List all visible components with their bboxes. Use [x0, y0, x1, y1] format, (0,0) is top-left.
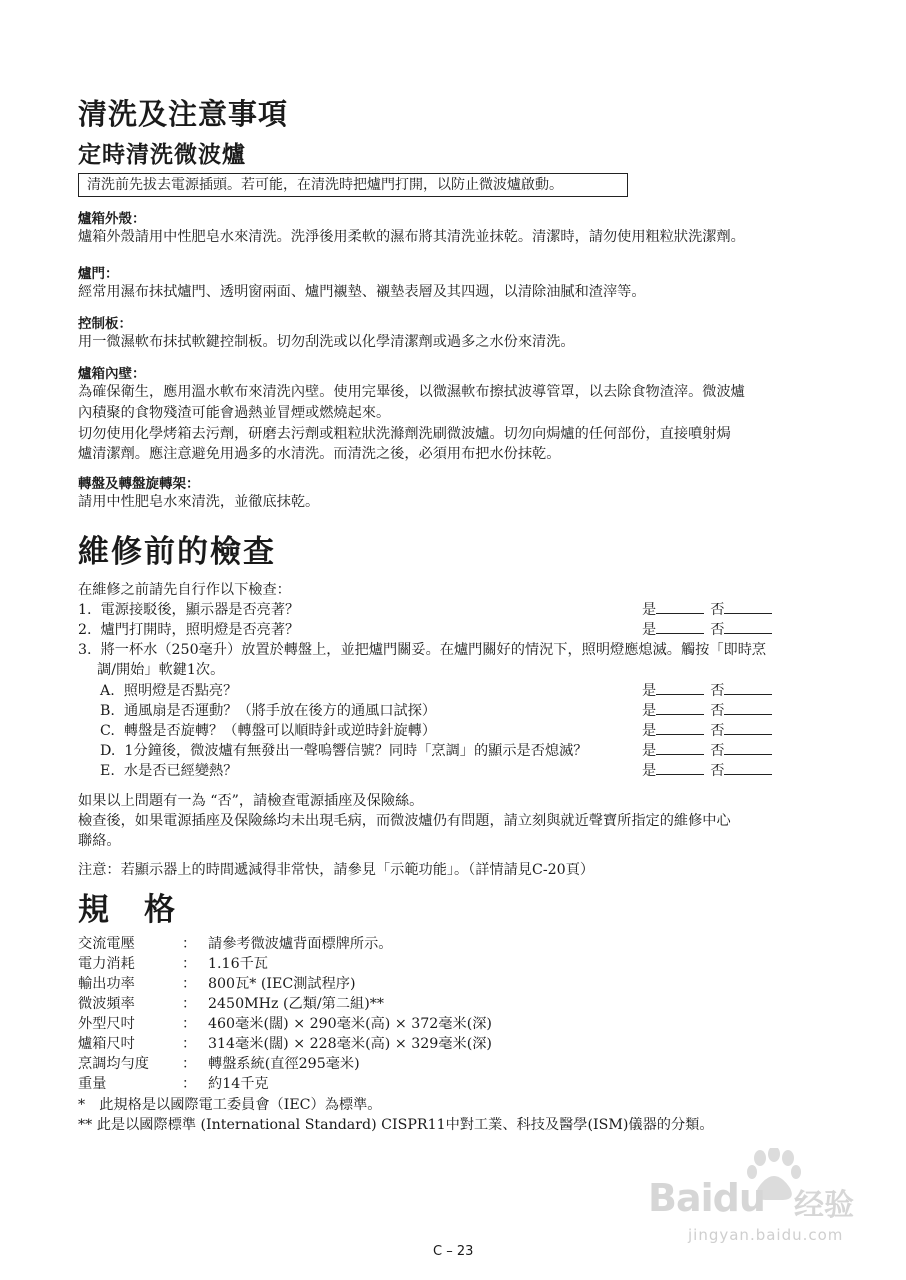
yes-no-field[interactable] — [642, 599, 772, 619]
check-subitem-c — [100, 720, 436, 740]
yes-label: 是 — [642, 602, 657, 618]
spec-row — [78, 1033, 492, 1053]
page-subtitle: 定時清洗微波爐 — [78, 142, 246, 168]
no-label: 否 — [710, 743, 725, 759]
check-item-number: 3. — [78, 642, 92, 658]
check-item-number: 1. — [78, 602, 92, 618]
section-title-door: 爐門： — [78, 266, 119, 282]
no-label: 否 — [710, 723, 725, 739]
spec-row — [78, 993, 384, 1013]
check-item-2 — [78, 619, 299, 639]
section-title-interior: 爐箱內壁： — [78, 366, 146, 382]
section-title-turntable: 轉盤及轉盤旋轉架： — [78, 476, 200, 492]
yes-label: 是 — [642, 723, 657, 739]
notice-box: 清洗前先拔去電源插頭。若可能，在清洗時把爐門打開，以防止微波爐啟動。 — [78, 173, 628, 197]
no-label: 否 — [710, 622, 725, 638]
spec-value: 800瓦* (IEC測試程序) — [208, 976, 356, 992]
spec-value: 314毫米(闊) × 228毫米(高) × 329毫米(深) — [208, 1036, 492, 1052]
spec-colon: ： — [182, 1036, 197, 1052]
subitem-letter: A. — [100, 683, 115, 699]
spec-row — [78, 1073, 269, 1093]
yes-label: 是 — [642, 703, 657, 719]
spec-label: 爐箱尺吋 — [78, 1036, 135, 1052]
subitem-text: 1分鐘後，微波爐有無發出一聲嗚響信號？同時「烹調」的顯示是否熄滅？ — [124, 743, 588, 759]
spec-row — [78, 1013, 492, 1033]
check-subitem-d — [100, 740, 587, 760]
spec-value: 460毫米(闊) × 290毫米(高) × 372毫米(深) — [208, 1016, 492, 1032]
spec-label: 電力消耗 — [78, 956, 135, 972]
spec-value: 2450MHz (乙類/第二組)** — [208, 996, 384, 1012]
check-item-3 — [78, 639, 766, 659]
check-item-text: 電源接駁後，顯示器是否亮著？ — [100, 602, 300, 618]
spec-label: 交流電壓 — [78, 936, 135, 952]
subitem-text: 轉盤是否旋轉？（轉盤可以順時針或逆時針旋轉） — [123, 723, 437, 739]
spec-label: 微波頻率 — [78, 996, 135, 1012]
check-item-text: 將一杯水（250毫升）放置於轉盤上，並把爐門關妥。在爐門關好的情況下，照明燈應熄滅。觸按「即時烹 — [100, 642, 767, 658]
yes-label: 是 — [642, 763, 657, 779]
spec-row — [78, 953, 268, 973]
yes-no-field[interactable] — [642, 680, 772, 700]
spec-label: 外型尺吋 — [78, 1016, 135, 1032]
specs-title: 規 格 — [78, 892, 177, 928]
section-text-door: 經常用濕布抹拭爐門、透明窗兩面、爐門襯墊、襯墊表層及其四週，以清除油膩和渣滓等。 — [78, 284, 646, 300]
yes-label: 是 — [642, 743, 657, 759]
subitem-letter: E. — [100, 763, 115, 779]
check-item-number: 2. — [78, 622, 92, 638]
spec-colon: ： — [182, 996, 197, 1012]
no-label: 否 — [710, 703, 725, 719]
section-text-interior-1: 為確保衛生，應用溫水軟布來清洗內壁。使用完畢後，以微濕軟布擦拭波導管罩，以去除食物渣滓。微波爐 — [78, 384, 745, 400]
check-item-1 — [78, 599, 299, 619]
spec-row — [78, 1053, 360, 1073]
check-subitem-e — [100, 760, 237, 780]
spec-colon: ： — [182, 1076, 197, 1092]
spec-row — [78, 973, 356, 993]
no-label: 否 — [710, 683, 725, 699]
no-label: 否 — [710, 602, 725, 618]
spec-colon: ： — [182, 1056, 197, 1072]
spec-colon: ： — [182, 1016, 197, 1032]
section-text-interior-3: 切勿使用化學烤箱去污劑，研磨去污劑或粗粒狀洗滌劑洗刷微波爐。切勿向焗爐的任何部份，直接噴射焗 — [78, 426, 731, 442]
check-note: 注意：若顯示器上的時間遞減得非常快，請參見「示範功能」。（詳情請見C-20頁） — [78, 862, 595, 878]
section-text-turntable: 請用中性肥皂水來清洗，並徹底抹乾。 — [78, 494, 320, 510]
section-text-interior-4: 爐清潔劑。應注意避免用過多的水清洗。而清洗之後，必須用布把水份抹乾。 — [78, 446, 561, 462]
spec-value: 轉盤系統(直徑295毫米) — [208, 1056, 360, 1072]
yes-no-field[interactable] — [642, 760, 772, 780]
subitem-text: 通風扇是否運動？（將手放在後方的通風口試探） — [123, 703, 437, 719]
yes-label: 是 — [642, 683, 657, 699]
check-section-title: 維修前的檢查 — [78, 534, 276, 570]
check-after-2b: 聯絡。 — [78, 833, 121, 849]
check-item-3-cont: 調/開始」軟鍵1次。 — [97, 662, 225, 678]
spec-row — [78, 933, 392, 953]
check-intro: 在維修之前請先自行作以下檢查： — [78, 582, 291, 598]
spec-value: 1.16千瓦 — [208, 956, 268, 972]
spec-colon: ： — [182, 976, 197, 992]
spec-label: 烹調均勻度 — [78, 1056, 149, 1072]
subitem-letter: B. — [100, 703, 115, 719]
yes-no-field[interactable] — [642, 700, 772, 720]
yes-label: 是 — [642, 622, 657, 638]
section-text-control-panel: 用一微濕軟布抹拭軟鍵控制板。切勿刮洗或以化學清潔劑或過多之水份來清洗。 — [78, 334, 575, 350]
spec-label: 輸出功率 — [78, 976, 135, 992]
spec-value: 請參考微波爐背面標牌所示。 — [208, 936, 393, 952]
check-subitem-b — [100, 700, 436, 720]
spec-colon: ： — [182, 936, 197, 952]
yes-no-field[interactable] — [642, 619, 772, 639]
yes-no-field[interactable] — [642, 740, 772, 760]
spec-colon: ： — [182, 956, 197, 972]
subitem-letter: D. — [100, 743, 116, 759]
watermark-brand: Baidu — [648, 1176, 765, 1220]
spec-footnote-2: ** 此是以國際標準 (International Standard) CISPR11中對工業、科技及醫學(ISM)儀器的分類。 — [78, 1117, 714, 1133]
watermark-brand-cn: 经验 — [794, 1188, 854, 1223]
section-text-casing: 爐箱外殼請用中性肥皂水來清洗。洗淨後用柔軟的濕布將其清洗並抹乾。清潔時，請勿使用粗粒狀洗潔劑。 — [78, 229, 745, 245]
subitem-letter: C. — [100, 723, 115, 739]
page-number: C – 23 — [433, 1244, 474, 1259]
section-title-control-panel: 控制板： — [78, 316, 132, 332]
check-item-text: 爐門打開時，照明燈是否亮著？ — [100, 622, 300, 638]
yes-no-field[interactable] — [642, 720, 772, 740]
check-after-2a: 檢查後，如果電源插座及保險絲均未出現毛病，而微波爐仍有問題，請立刻與就近聲寶所指定的維修中心 — [78, 813, 731, 829]
no-label: 否 — [710, 763, 725, 779]
page-title: 清洗及注意事項 — [78, 97, 289, 131]
baidu-jingyan-watermark — [648, 1148, 858, 1248]
subitem-text: 水是否已經變熱？ — [123, 763, 238, 779]
subitem-text: 照明燈是否點亮？ — [123, 683, 238, 699]
spec-footnote-1: * 此規格是以國際電工委員會（IEC）為標準。 — [78, 1097, 382, 1113]
section-title-casing: 爐箱外殼： — [78, 211, 146, 227]
spec-value: 約14千克 — [208, 1076, 269, 1092]
check-subitem-a — [100, 680, 237, 700]
spec-label: 重量 — [78, 1076, 107, 1092]
watermark-url: jingyan.baidu.com — [688, 1226, 844, 1244]
section-text-interior-2: 內積聚的食物殘渣可能會過熱並冒煙或燃燒起來。 — [78, 405, 391, 421]
check-after-1: 如果以上問題有一為 “否”，請檢查電源插座及保險絲。 — [78, 793, 424, 809]
